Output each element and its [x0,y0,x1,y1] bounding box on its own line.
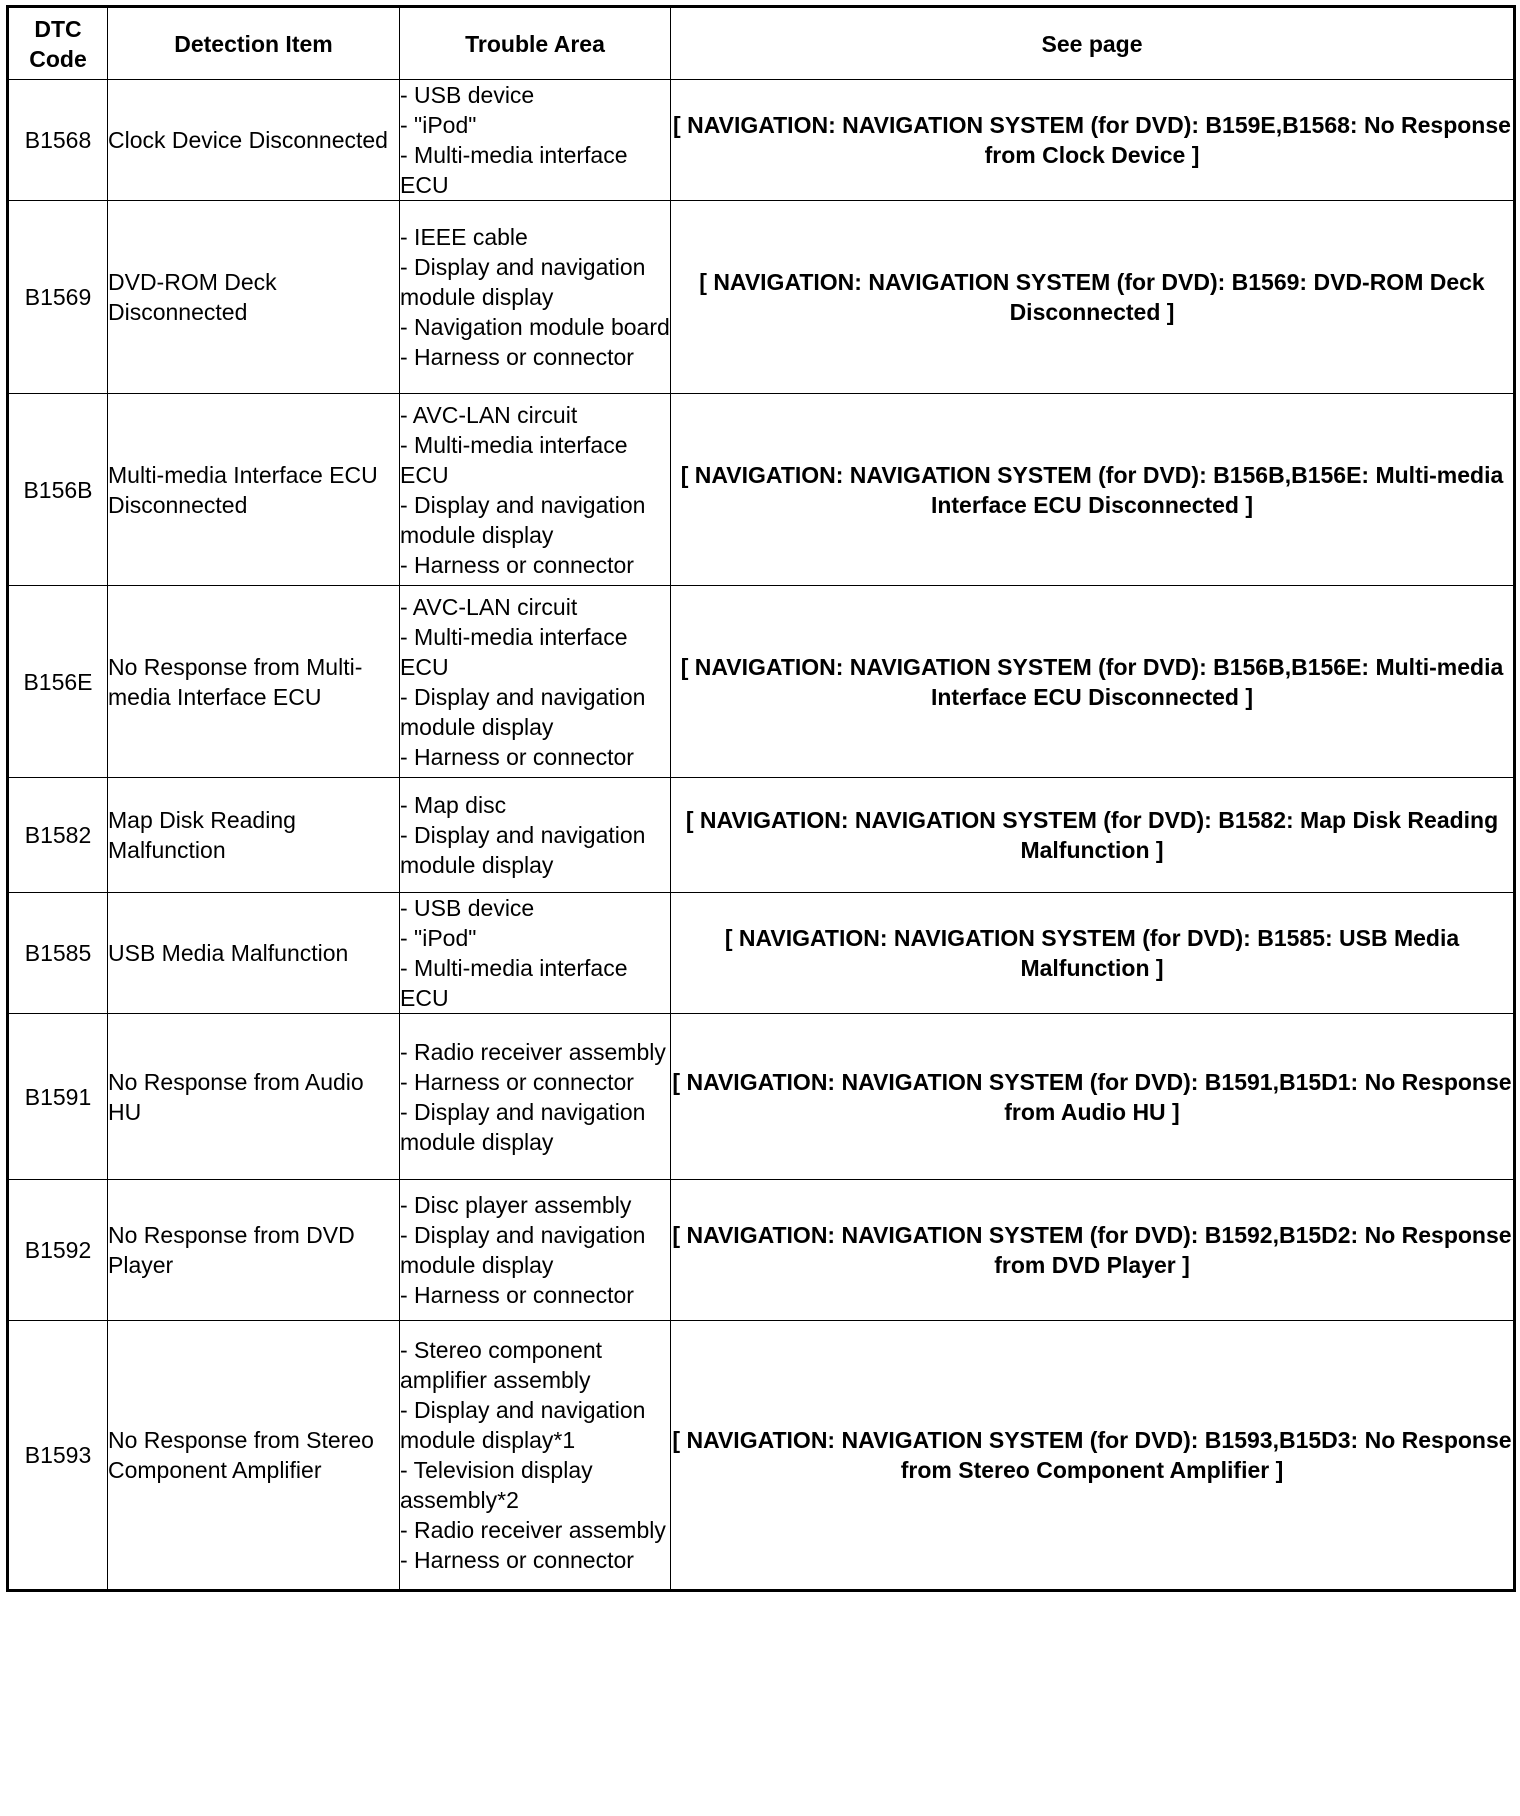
dtc-code-cell: B1582 [8,778,108,893]
dtc-table [6,5,1516,1592]
detection-item-cell: No Response from Audio HU [108,1014,400,1180]
detection-item-cell: No Response from Stereo Component Amplifier [108,1321,400,1591]
trouble-area-cell [400,1321,671,1591]
trouble-area-item: - Harness or connector [400,1068,634,1095]
trouble-area-item: - Navigation module board [400,314,670,340]
dtc-code-cell: B1591 [8,1014,108,1180]
trouble-area-cell [400,893,671,1014]
see-page-link[interactable]: [ NAVIGATION: NAVIGATION SYSTEM (for DVD): B156B,B156E: Multi-media Interface ECU Disconnected ] [671,394,1515,586]
dtc-code-cell: B1593 [8,1321,108,1591]
trouble-area-item: - AVC-LAN circuit [400,593,578,620]
dtc-code-cell: B156E [8,586,108,778]
trouble-area-item: - USB device [400,895,535,921]
trouble-area-item: - Harness or connector [400,1282,634,1308]
trouble-area-item: - Display and navigation module display [400,491,646,548]
detection-item-cell: Clock Device Disconnected [108,80,400,201]
table-row [8,394,1515,586]
table-row [8,778,1515,893]
trouble-area-cell [400,1014,671,1180]
detection-item-cell: DVD-ROM Deck Disconnected [108,201,400,394]
detection-item-cell: No Response from DVD Player [108,1180,400,1321]
see-page-link[interactable]: [ NAVIGATION: NAVIGATION SYSTEM (for DVD): B1585: USB Media Malfunction ] [671,893,1515,1014]
detection-item-cell: USB Media Malfunction [108,893,400,1014]
see-page-link[interactable]: [ NAVIGATION: NAVIGATION SYSTEM (for DVD): B1591,B15D1: No Response from Audio HU ] [671,1014,1515,1180]
trouble-area-item: - Display and navigation module display*1 [400,1397,646,1453]
table-body [8,80,1515,1591]
dtc-code-cell: B1569 [8,201,108,394]
trouble-area-item: - USB device [400,82,535,108]
table-header-row [8,7,1515,80]
see-page-link[interactable]: [ NAVIGATION: NAVIGATION SYSTEM (for DVD): B1592,B15D2: No Response from DVD Player ] [671,1180,1515,1321]
trouble-area-item: - Harness or connector [400,344,634,370]
dtc-code-cell: B1592 [8,1180,108,1321]
trouble-area-item: - Harness or connector [400,551,634,578]
see-page-link[interactable]: [ NAVIGATION: NAVIGATION SYSTEM (for DVD): B1569: DVD-ROM Deck Disconnected ] [671,201,1515,394]
see-page-link[interactable]: [ NAVIGATION: NAVIGATION SYSTEM (for DVD): B159E,B1568: No Response from Clock Device ] [671,80,1515,201]
trouble-area-item: - Display and navigation module display [400,254,646,310]
table-row [8,1014,1515,1180]
header-trouble-area: Trouble Area [400,7,671,80]
trouble-area-item: - Harness or connector [400,743,634,770]
trouble-area-cell [400,586,671,778]
trouble-area-item: - Multi-media interface ECU [400,623,628,680]
dtc-table-container [6,5,1513,1592]
dtc-code-cell: B156B [8,394,108,586]
trouble-area-item: - Display and navigation module display [400,683,646,740]
trouble-area-cell [400,778,671,893]
trouble-area-item: - Display and navigation module display [400,1222,646,1278]
trouble-area-item: - "iPod" [400,925,477,951]
detection-item-cell: Map Disk Reading Malfunction [108,778,400,893]
detection-item-cell: No Response from Multi-media Interface ECU [108,586,400,778]
header-dtc-code: DTC Code [8,7,108,80]
trouble-area-item: - Stereo component amplifier assembly [400,1337,603,1393]
trouble-area-item: - Map disc [400,792,507,818]
detection-item-cell: Multi-media Interface ECU Disconnected [108,394,400,586]
trouble-area-item: - Multi-media interface ECU [400,142,628,198]
trouble-area-cell [400,394,671,586]
trouble-area-item: - IEEE cable [400,224,528,250]
trouble-area-item: - "iPod" [400,112,477,138]
trouble-area-item: - Harness or connector [400,1547,634,1573]
see-page-link[interactable]: [ NAVIGATION: NAVIGATION SYSTEM (for DVD): B1582: Map Disk Reading Malfunction ] [671,778,1515,893]
trouble-area-cell [400,80,671,201]
trouble-area-item: - Multi-media interface ECU [400,955,628,1011]
table-row [8,586,1515,778]
trouble-area-item: - Radio receiver assembly [400,1517,666,1543]
header-see-page: See page [671,7,1515,80]
trouble-area-item: - AVC-LAN circuit [400,401,578,428]
trouble-area-cell [400,201,671,394]
trouble-area-item: - Disc player assembly [400,1192,632,1218]
table-row [8,1321,1515,1591]
table-row [8,1180,1515,1321]
see-page-link[interactable]: [ NAVIGATION: NAVIGATION SYSTEM (for DVD): B156B,B156E: Multi-media Interface ECU Disconnected ] [671,586,1515,778]
trouble-area-cell [400,1180,671,1321]
trouble-area-item: - Display and navigation module display [400,1098,646,1155]
trouble-area-item: - Display and navigation module display [400,822,646,878]
dtc-code-cell: B1585 [8,893,108,1014]
trouble-area-item: - Television display assembly*2 [400,1457,593,1513]
table-row [8,201,1515,394]
trouble-area-item: - Radio receiver assembly [400,1038,666,1065]
header-detection-item: Detection Item [108,7,400,80]
trouble-area-item: - Multi-media interface ECU [400,431,628,488]
dtc-code-cell: B1568 [8,80,108,201]
see-page-link[interactable]: [ NAVIGATION: NAVIGATION SYSTEM (for DVD): B1593,B15D3: No Response from Stereo Component Amplifier ] [671,1321,1515,1591]
table-row [8,80,1515,201]
table-row [8,893,1515,1014]
